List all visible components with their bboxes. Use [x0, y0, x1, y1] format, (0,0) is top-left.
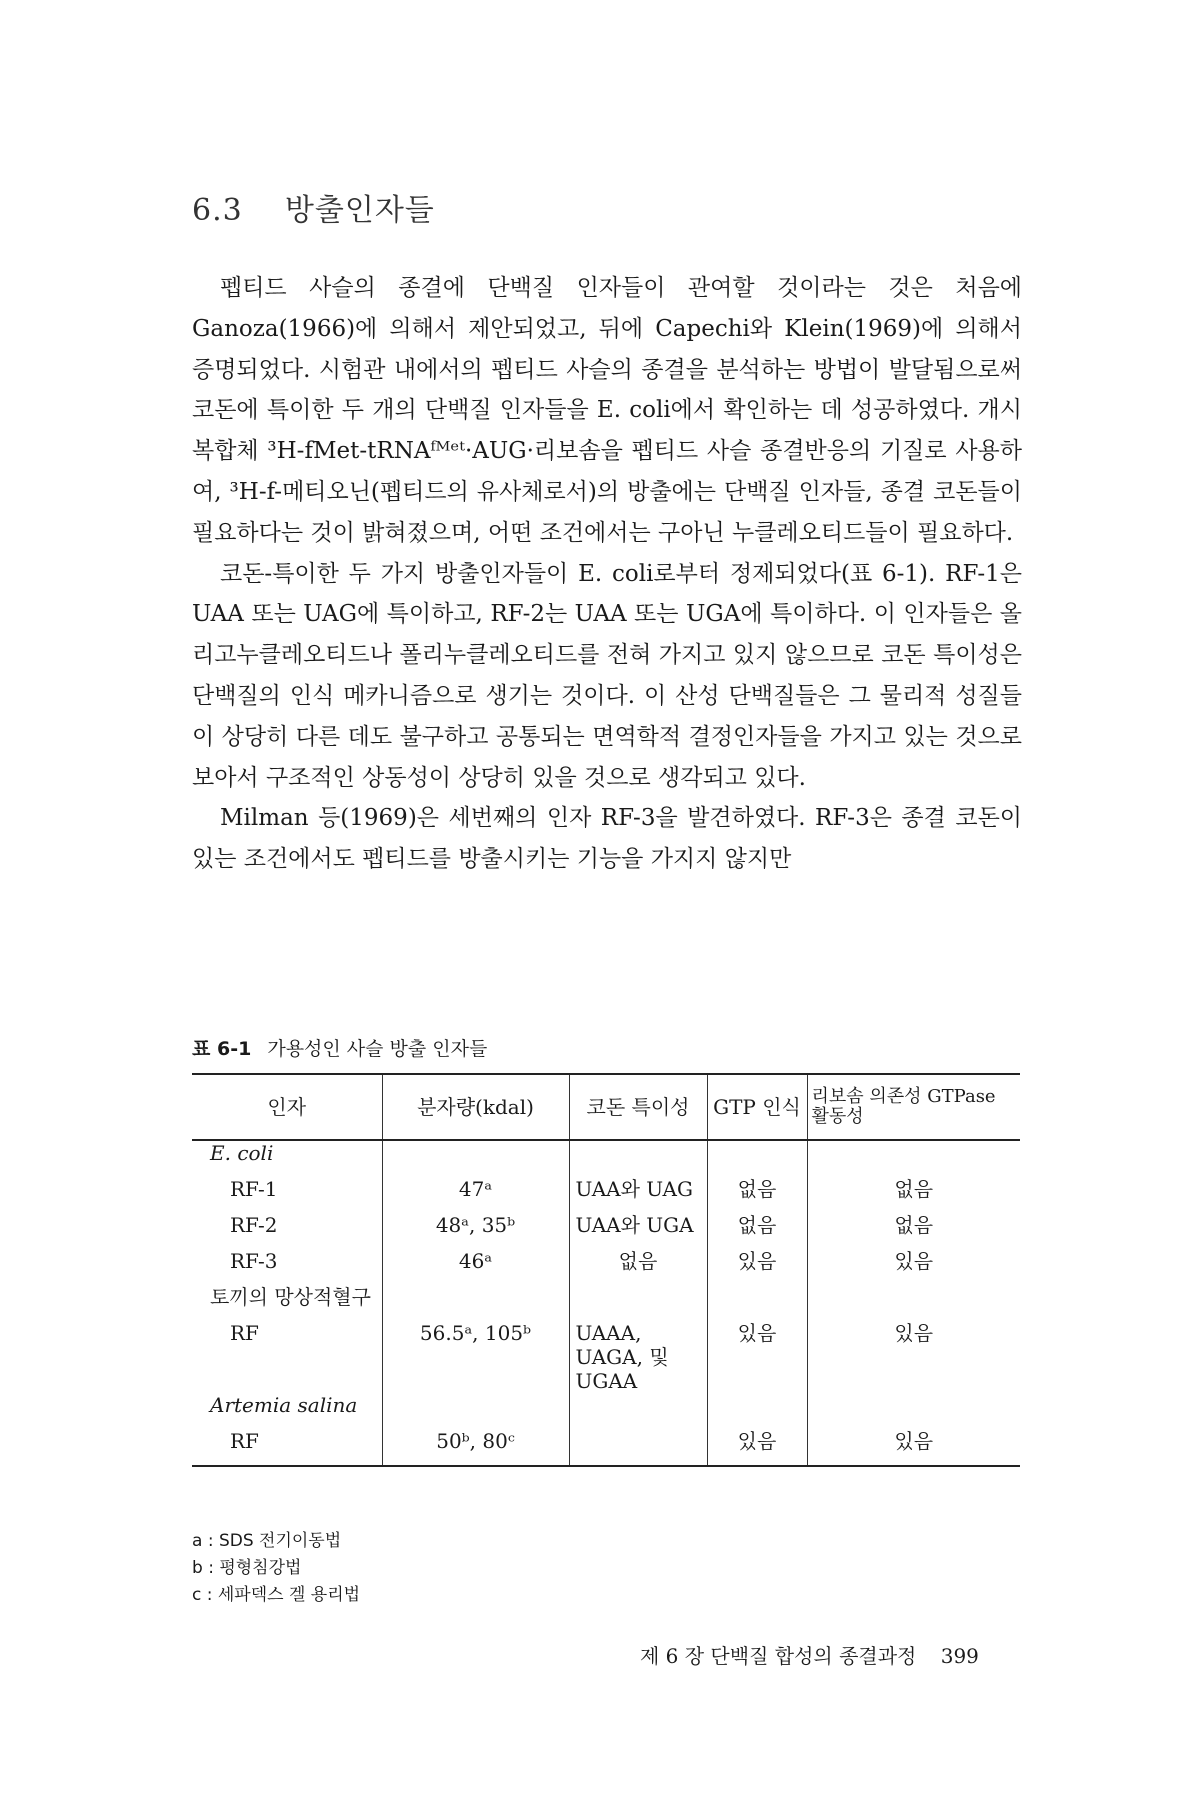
cell-molecular-weight: 50ᵇ, 80ᶜ	[382, 1429, 569, 1466]
cell-gtp-recognition: 없음	[707, 1213, 807, 1249]
footnote-b: b : 평형침강법	[192, 1558, 302, 1578]
header-molecular-weight: 분자량(kdal)	[382, 1074, 569, 1140]
header-gtpase-activity: 리보솜 의존성 GTPase 활동성	[807, 1074, 1020, 1140]
table-row	[192, 1249, 1020, 1285]
cell-factor: RF	[230, 1321, 259, 1345]
cell-gtpase-activity: 없음	[807, 1177, 1020, 1213]
cell-factor: RF-3	[230, 1249, 278, 1273]
section-heading	[192, 185, 435, 229]
cell-gtp-recognition: 없음	[707, 1177, 807, 1213]
group-row	[192, 1393, 1020, 1429]
header-gtp-recognition: GTP 인식	[707, 1074, 807, 1140]
table-caption	[192, 1034, 487, 1061]
table-label: 표 6-1	[192, 1038, 252, 1060]
release-factor-table	[192, 1073, 1020, 1467]
running-footer-chapter: 제 6 장 단백질 합성의 종결과정	[640, 1644, 917, 1668]
table-footnotes	[192, 1528, 360, 1609]
section-number: 6.3	[192, 193, 243, 228]
footnote-c: c : 세파덱스 겔 용리법	[192, 1585, 361, 1605]
table-row	[192, 1429, 1020, 1466]
cell-gtp-recognition: 있음	[707, 1429, 807, 1466]
table-row	[192, 1321, 1020, 1393]
cell-factor: RF-2	[230, 1213, 278, 1237]
cell-factor: RF	[192, 1429, 382, 1466]
cell-molecular-weight: 46ᵃ	[382, 1249, 569, 1285]
cell-factor: RF-1	[230, 1177, 278, 1201]
header-factor: 인자	[192, 1074, 382, 1140]
cell-molecular-weight: 48ᵃ, 35ᵇ	[382, 1213, 569, 1249]
cell-molecular-weight: 56.5ᵃ, 105ᵇ	[382, 1321, 569, 1393]
group-row	[192, 1285, 1020, 1321]
table-row	[192, 1213, 1020, 1249]
cell-gtpase-activity: 없음	[807, 1213, 1020, 1249]
footnote-a: a : SDS 전기이동법	[192, 1531, 342, 1551]
group-name: 토끼의 망상적혈구	[210, 1285, 371, 1309]
cell-molecular-weight: 47ᵃ	[382, 1177, 569, 1213]
cell-codon-specificity	[569, 1429, 707, 1466]
cell-codon-specificity: 없음	[569, 1249, 707, 1285]
table-row	[192, 1177, 1020, 1213]
cell-gtpase-activity: 있음	[807, 1429, 1020, 1466]
group-name: Artemia salina	[210, 1393, 358, 1417]
page-number: 399	[940, 1644, 979, 1668]
header-codon-specificity: 코돈 특이성	[569, 1074, 707, 1140]
group-name: E. coli	[210, 1141, 274, 1165]
paragraph-2: 코돈-특이한 두 가지 방출인자들이 E. coli로부터 정제되었다(표 6-1). RF-1은 UAA 또는 UAG에 특이하고, RF-2는 UAA 또는 UGA에 특이하다. 이 인자들은 올리고누클레오티드나 폴리누클레오티드를 전혀 가지고 있지 않으므로 코돈 특이성은 단백질의 인식 메카니즘으로 생기는 것이다. 이 산성 단백질들은 그 물리적 성질들이 상당히 다른 데도 불구하고 공통되는 면역학적 결정인자들을 가지고 있는 것으로 보아서 구조적인 상동성이 상당히 있을 것으로 생각되고 있다.	[192, 560, 1022, 791]
cell-gtpase-activity: 있음	[807, 1321, 1020, 1393]
cell-codon-specificity: UAAA, UAGA, 및 UGAA	[569, 1321, 707, 1393]
cell-codon-specificity: UAA와 UGA	[569, 1213, 707, 1249]
body-text	[192, 268, 1022, 880]
cell-codon-specificity: UAA와 UAG	[569, 1177, 707, 1213]
paragraph-1: 펩티드 사슬의 종결에 단백질 인자들이 관여할 것이라는 것은 처음에 Ganoza(1966)에 의해서 제안되었고, 뒤에 Capechi와 Klein(1969)에 의해서 증명되었다. 시험관 내에서의 펩티드 사슬의 종결을 분석하는 방법이 발달됨으로써 코돈에 특이한 두 개의 단백질 인자들을 E. coli에서 확인하는 데 성공하였다. 개시복합체 ³H-fMet-tRNAᶠᴹᵉᵗ·AUG·리보솜을 펩티드 사슬 종결반응의 기질로 사용하여, ³H-f-메티오닌(펩티드의 유사체로서)의 방출에는 단백질 인자들, 종결 코돈들이 필요하다는 것이 밝혀졌으며, 어떤 조건에서는 구아닌 누클레오티드들이 필요하다.	[192, 275, 1022, 546]
table-caption-text: 가용성인 사슬 방출 인자들	[267, 1038, 488, 1060]
group-row	[192, 1140, 1020, 1177]
section-title: 방출인자들	[284, 193, 435, 228]
cell-gtp-recognition: 있음	[707, 1249, 807, 1285]
table-header-row	[192, 1074, 1020, 1140]
cell-gtpase-activity: 있음	[807, 1249, 1020, 1285]
cell-gtp-recognition: 있음	[707, 1321, 807, 1393]
page-footer	[640, 1640, 979, 1669]
paragraph-3: Milman 등(1969)은 세번째의 인자 RF-3을 발견하였다. RF-3은 종결 코돈이 있는 조건에서도 펩티드를 방출시키는 기능을 가지지 않지만	[192, 805, 1022, 873]
